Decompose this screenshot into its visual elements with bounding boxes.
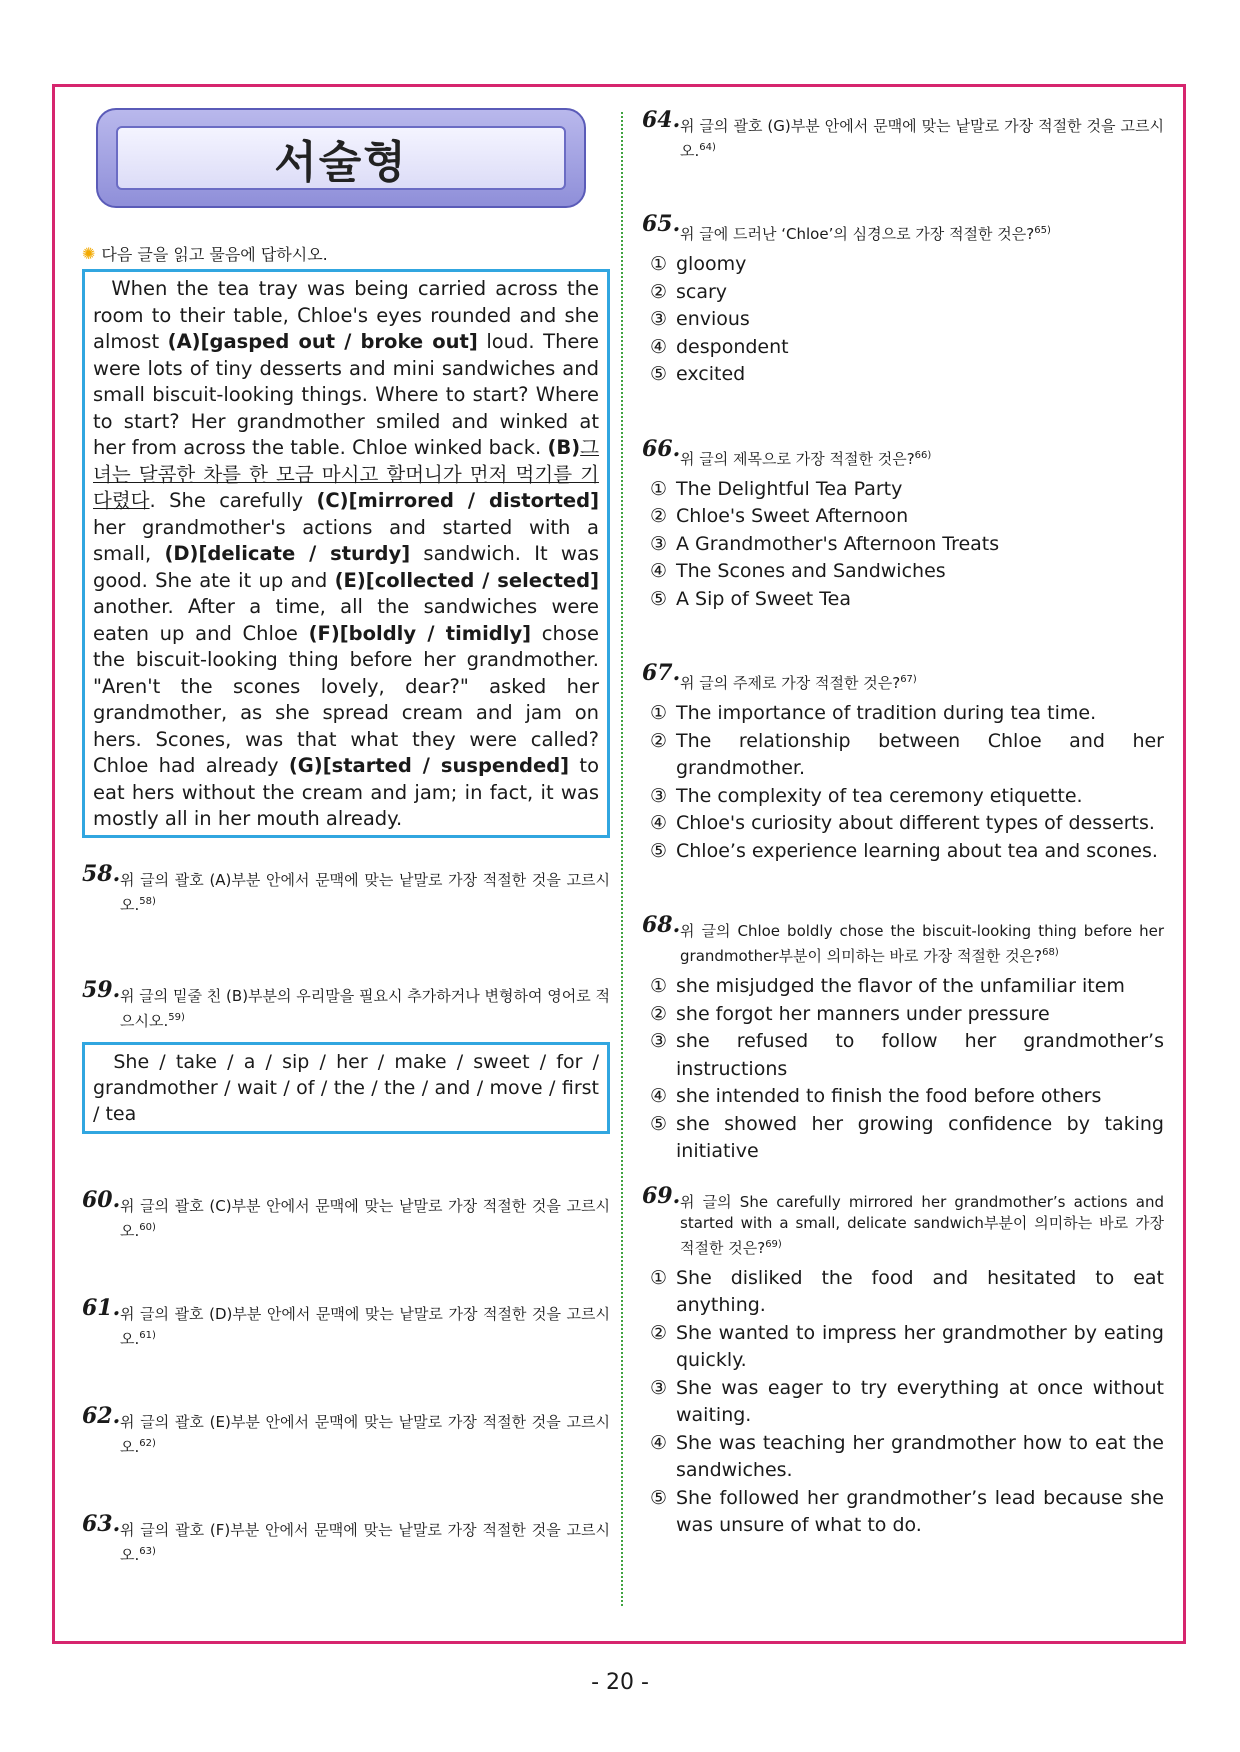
word-bank-box xyxy=(82,1042,610,1134)
question-58 xyxy=(82,860,610,916)
question-60 xyxy=(82,1186,610,1242)
column-divider xyxy=(621,112,623,1606)
question-stem: 위 글의 밑줄 친 (B)부분의 우리말을 필요시 추가하거나 변형하여 영어로 적으시오. xyxy=(120,986,610,1030)
footnote-ref: 61) xyxy=(139,1329,156,1341)
section-banner-inner xyxy=(116,126,566,190)
passage-text: loud. There were lots of tiny desserts and mini sandwiches and small biscuit-looking things. Where to start? Where to start? Her grandmother smiled and winked at her from across the table. Chloe winked back. xyxy=(93,330,600,459)
option-marker: ③ xyxy=(650,308,668,330)
question-66 xyxy=(642,435,1164,614)
word-bank: She / take / a / sip / her / make / sweet / for / grandmother / wait / of / the / the / and / move / first / tea xyxy=(93,1050,599,1125)
option[interactable] xyxy=(642,1375,1164,1430)
footnote-ref: 60) xyxy=(139,1221,156,1233)
left-column xyxy=(82,108,610,1566)
option[interactable] xyxy=(642,279,1164,307)
question-text xyxy=(120,1196,610,1242)
section-banner xyxy=(96,108,586,208)
option[interactable] xyxy=(642,586,1164,614)
option-marker: ④ xyxy=(650,560,668,582)
option[interactable] xyxy=(642,1485,1164,1540)
question-text xyxy=(680,116,1164,162)
option[interactable] xyxy=(642,1111,1164,1166)
question-text xyxy=(120,1520,610,1566)
option-marker: ① xyxy=(650,253,668,275)
option-marker: ② xyxy=(650,729,668,752)
option-marker: ⑤ xyxy=(650,363,668,385)
options-67 xyxy=(642,700,1164,865)
blank-a: (A)[gasped out / broke out] xyxy=(167,330,478,353)
option-marker: ③ xyxy=(650,784,668,807)
option[interactable] xyxy=(642,810,1164,838)
question-stem: 위 글의 괄호 (A)부분 안에서 문맥에 맞는 낱말로 가장 적절한 것을 고르시오. xyxy=(120,870,610,914)
question-65 xyxy=(642,211,1164,389)
option[interactable] xyxy=(642,306,1164,334)
option[interactable] xyxy=(642,973,1164,1001)
option-text: The relationship between Chloe and her grandmother. xyxy=(676,729,1164,779)
right-column xyxy=(642,107,1164,1540)
option-text: Chloe's curiosity about different types of desserts. xyxy=(676,812,1155,834)
option-marker: ④ xyxy=(650,1085,668,1107)
option[interactable] xyxy=(642,700,1164,728)
footnote-ref: 62) xyxy=(139,1437,156,1449)
option-text: She followed her grandmother’s lead because she was unsure of what to do. xyxy=(676,1486,1164,1536)
blank-g: (G)[started / suspended] xyxy=(288,754,570,777)
question-text xyxy=(120,986,610,1032)
passage-text: sandwich. It was good. She ate it up and xyxy=(93,542,599,592)
option-text: She was teaching her grandmother how to eat the sandwiches. xyxy=(676,1431,1164,1481)
option-marker: ③ xyxy=(650,1030,668,1052)
option-text: Chloe’s experience learning about tea and scones. xyxy=(676,839,1158,862)
passage-text: to eat hers without the cream and jam; in fact, it was mostly all in her mouth already. xyxy=(93,754,600,830)
footnote-ref: 68) xyxy=(1042,947,1059,958)
question-stem: 위 글의 괄호 (G)부분 안에서 문맥에 맞는 낱말로 가장 적절한 것을 고르시오. xyxy=(680,117,1164,160)
question-68 xyxy=(642,912,1164,1166)
options-66 xyxy=(642,476,1164,614)
question-63 xyxy=(82,1510,610,1566)
footnote-ref: 64) xyxy=(699,142,716,153)
option-marker: ④ xyxy=(650,335,668,358)
question-text xyxy=(680,1192,1164,1259)
instruction xyxy=(82,242,610,265)
footnote-ref: 63) xyxy=(139,1545,156,1557)
footnote-ref: 65) xyxy=(1034,225,1051,236)
question-stem: 위 글에 드러난 ‘Chloe’의 심경으로 가장 적절한 것은? xyxy=(680,225,1035,243)
option-marker: ① xyxy=(650,1266,668,1289)
options-69 xyxy=(642,1265,1164,1540)
option-marker: ⑤ xyxy=(650,587,668,610)
option-marker: ② xyxy=(650,1321,668,1344)
question-61 xyxy=(82,1294,610,1350)
passage-text: another. After a time, all the sandwiches were eaten up and Chloe xyxy=(93,595,599,645)
option[interactable] xyxy=(642,476,1164,504)
option[interactable] xyxy=(642,503,1164,531)
option-text: she forgot her manners under pressure xyxy=(676,1002,1050,1025)
option-text: The Scones and Sandwiches xyxy=(676,560,946,582)
question-number: 69. xyxy=(642,1182,681,1209)
question-text xyxy=(120,870,610,916)
reading-passage xyxy=(82,269,610,838)
question-text xyxy=(680,220,1164,245)
option-marker: ① xyxy=(650,477,668,500)
flower-icon: ✺ xyxy=(82,244,96,263)
option[interactable] xyxy=(642,1028,1164,1083)
question-67 xyxy=(642,660,1164,865)
option[interactable] xyxy=(642,334,1164,362)
option-text: excited xyxy=(676,363,746,385)
passage-text: . She carefully xyxy=(149,489,317,512)
blank-d: (D)[delicate / sturdy] xyxy=(164,542,411,565)
question-text xyxy=(120,1412,610,1458)
question-stem: 위 글의 She carefully mirrored her grandmother’s actions and started with a small, delicate sandwich부분이 의미하는 바로 가장 적절한 것은? xyxy=(680,1192,1164,1257)
question-stem: 위 글의 Chloe boldly chose the biscuit-looking thing before her grandmother부분이 의미하는 바로 가장 적절한 것은? xyxy=(680,922,1164,965)
question-62 xyxy=(82,1402,610,1458)
option[interactable] xyxy=(642,531,1164,559)
option[interactable] xyxy=(642,1083,1164,1111)
question-64 xyxy=(642,107,1164,162)
option-marker: ③ xyxy=(650,1376,668,1399)
option-text: envious xyxy=(676,308,750,330)
blank-f: (F)[boldly / timidly] xyxy=(308,621,532,645)
option-text: The complexity of tea ceremony etiquette. xyxy=(676,784,1083,807)
option-text: She wanted to impress her grandmother by eating quickly. xyxy=(676,1321,1164,1371)
question-stem: 위 글의 괄호 (C)부분 안에서 문맥에 맞는 낱말로 가장 적절한 것을 고르시오. xyxy=(120,1196,610,1240)
option-text: Chloe's Sweet Afternoon xyxy=(676,505,909,527)
question-number: 59. xyxy=(82,976,121,1003)
blank-e: (E)[collected / selected] xyxy=(334,568,599,592)
question-stem: 위 글의 괄호 (F)부분 안에서 문맥에 맞는 낱말로 가장 적절한 것을 고르시오. xyxy=(120,1520,610,1564)
question-number: 67. xyxy=(642,660,681,686)
option-text: A Sip of Sweet Tea xyxy=(676,587,852,610)
question-69 xyxy=(642,1182,1164,1540)
option[interactable] xyxy=(642,1265,1164,1320)
option-text: she misjudged the flavor of the unfamiliar item xyxy=(676,975,1125,997)
option-marker: ⑤ xyxy=(650,1112,668,1135)
option[interactable] xyxy=(642,838,1164,866)
footnote-ref: 58) xyxy=(139,895,156,907)
option[interactable] xyxy=(642,728,1164,783)
underlined-korean-b: 그녀는 달콤한 차를 한 모금 마시고 할머니가 먼저 먹기를 기다렸다 xyxy=(93,436,599,512)
options-68 xyxy=(642,973,1164,1166)
question-number: 60. xyxy=(82,1186,121,1213)
question-text xyxy=(680,445,1164,470)
option-marker: ③ xyxy=(650,532,668,555)
option-marker: ② xyxy=(650,1002,668,1025)
question-stem: 위 글의 괄호 (D)부분 안에서 문맥에 맞는 낱말로 가장 적절한 것을 고르시오. xyxy=(120,1304,610,1348)
question-text xyxy=(680,669,1164,694)
option[interactable] xyxy=(642,1430,1164,1485)
option-marker: ① xyxy=(650,975,668,997)
option-text: She disliked the food and hesitated to eat anything. xyxy=(676,1266,1164,1316)
option[interactable] xyxy=(642,558,1164,586)
option-marker: ④ xyxy=(650,812,668,834)
passage-text: When the tea tray was being carried across the room to their table, Chloe's eyes rounded and she almost xyxy=(93,277,599,353)
option-text: The importance of tradition during tea time. xyxy=(676,702,1097,724)
option[interactable] xyxy=(642,1320,1164,1375)
passage-text: her grandmother's actions and started with a small, xyxy=(93,515,599,565)
question-text xyxy=(680,921,1164,967)
option[interactable] xyxy=(642,783,1164,811)
option-text: despondent xyxy=(676,335,789,358)
question-stem: 위 글의 주제로 가장 적절한 것은? xyxy=(680,674,901,692)
question-number: 58. xyxy=(82,860,121,887)
question-59 xyxy=(82,976,610,1032)
option-marker: ⑤ xyxy=(650,839,668,862)
option[interactable] xyxy=(642,361,1164,389)
option-marker: ① xyxy=(650,702,668,724)
option[interactable] xyxy=(642,1001,1164,1029)
option-text: she intended to finish the food before others xyxy=(676,1085,1102,1107)
option-text: She was eager to try everything at once without waiting. xyxy=(676,1376,1164,1426)
option-text: gloomy xyxy=(676,253,747,275)
question-number: 66. xyxy=(642,435,681,462)
option-text: scary xyxy=(676,280,728,303)
question-number: 64. xyxy=(642,107,681,133)
section-title: 서술형 xyxy=(274,137,408,188)
question-text xyxy=(120,1304,610,1350)
footnote-ref: 67) xyxy=(900,674,917,685)
option-text: she showed her growing confidence by taking initiative xyxy=(676,1112,1164,1162)
option-marker: ② xyxy=(650,280,668,303)
option-marker: ⑤ xyxy=(650,1486,668,1509)
option-text: she refused to follow her grandmother’s instructions xyxy=(676,1030,1164,1080)
option[interactable] xyxy=(642,251,1164,279)
option-marker: ② xyxy=(650,505,668,527)
footnote-ref: 69) xyxy=(765,1238,782,1250)
blank-c: (C)[mirrored / distorted] xyxy=(316,489,599,512)
question-number: 65. xyxy=(642,211,681,237)
page-number: - 20 - xyxy=(591,1670,649,1695)
blank-b-label: (B) xyxy=(547,436,581,459)
option-text: The Delightful Tea Party xyxy=(676,477,903,500)
option-text: A Grandmother's Afternoon Treats xyxy=(676,532,1000,555)
instruction-text: 다음 글을 읽고 물음에 답하시오. xyxy=(101,245,328,264)
footnote-ref: 66) xyxy=(914,449,932,461)
question-number: 68. xyxy=(642,912,681,938)
footnote-ref: 59) xyxy=(168,1011,185,1023)
passage-text: chose the biscuit-looking thing before her grandmother. "Aren't the scones lovely, dear?" asked her grandmother, as she spread cream and jam on hers. Scones, was that what they were called? Chloe had already xyxy=(93,621,599,777)
question-number: 61. xyxy=(82,1294,121,1321)
question-stem: 위 글의 괄호 (E)부분 안에서 문맥에 맞는 낱말로 가장 적절한 것을 고르시오. xyxy=(120,1412,610,1456)
option-marker: ④ xyxy=(650,1431,668,1454)
options-65 xyxy=(642,251,1164,389)
question-stem: 위 글의 제목으로 가장 적절한 것은? xyxy=(680,449,915,468)
question-number: 63. xyxy=(82,1510,121,1537)
question-number: 62. xyxy=(82,1402,121,1429)
